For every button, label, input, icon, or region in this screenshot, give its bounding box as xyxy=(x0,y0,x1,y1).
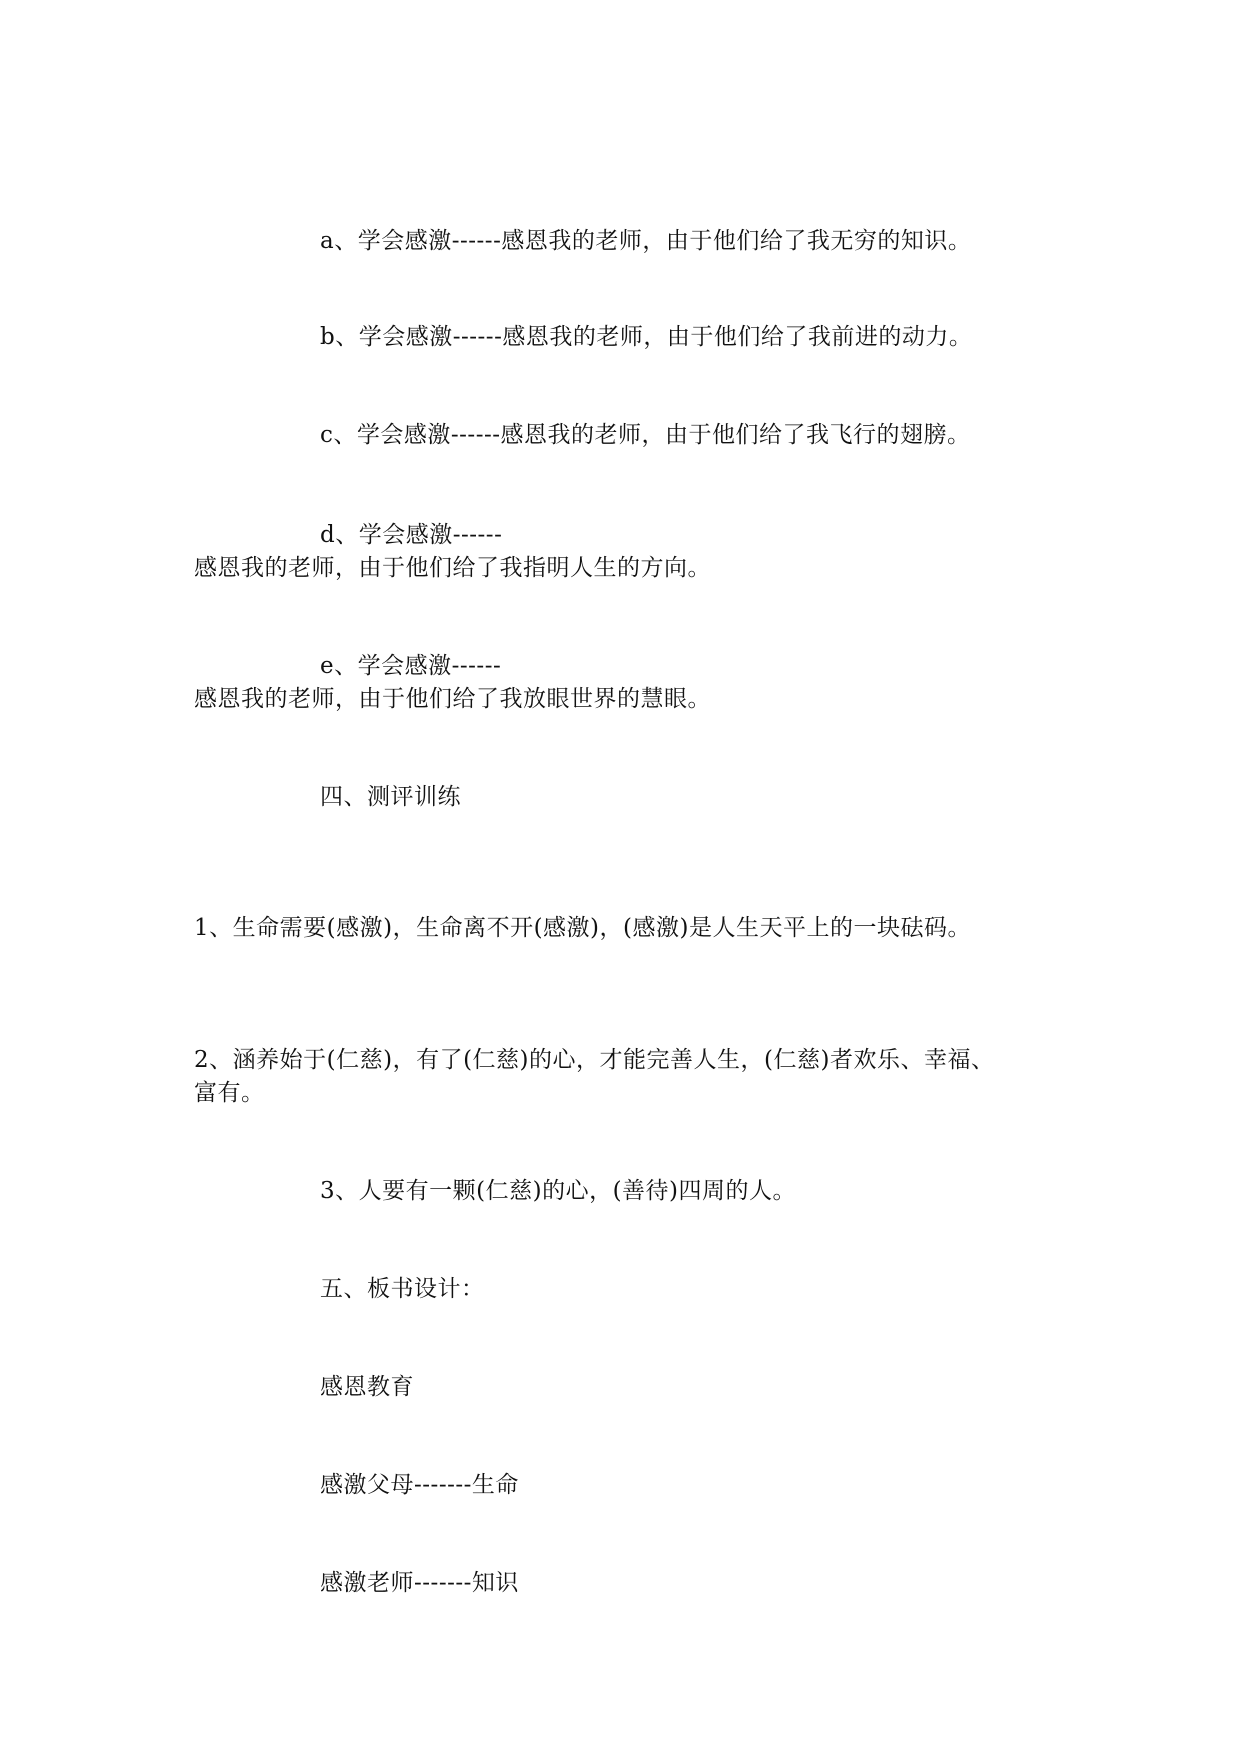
section-heading-evaluation: 四、测评训练 xyxy=(320,784,461,810)
text-line-e-start: e、学会感激------ xyxy=(320,653,502,679)
section-heading-board-design: 五、板书设计： xyxy=(320,1276,485,1302)
text-line-d-start: d、学会感激------ xyxy=(320,522,503,548)
text-line-c: c、学会感激------感恩我的老师，由于他们给了我飞行的翅膀。 xyxy=(320,422,971,448)
text-line-b: b、学会感激------感恩我的老师，由于他们给了我前进的动力。 xyxy=(320,324,973,350)
exercise-item-2-continued: 富有。 xyxy=(194,1080,265,1106)
text-line-e-continued: 感恩我的老师，由于他们给了我放眼世界的慧眼。 xyxy=(194,686,711,712)
board-title: 感恩教育 xyxy=(320,1374,414,1400)
board-item-parents: 感激父母-------生命 xyxy=(320,1472,519,1498)
text-line-d-continued: 感恩我的老师，由于他们给了我指明人生的方向。 xyxy=(194,555,711,581)
text-line-a: a、学会感激------感恩我的老师，由于他们给了我无穷的知识。 xyxy=(320,228,972,254)
exercise-item-3: 3、人要有一颗(仁慈)的心，(善待)四周的人。 xyxy=(320,1178,797,1204)
exercise-item-1: 1、生命需要(感激)，生命离不开(感激)，(感激)是人生天平上的一块砝码。 xyxy=(194,915,971,941)
board-item-teachers: 感激老师-------知识 xyxy=(320,1570,519,1596)
exercise-item-2: 2、涵养始于(仁慈)，有了(仁慈)的心，才能完善人生，(仁慈)者欢乐、幸福、 xyxy=(194,1047,995,1073)
